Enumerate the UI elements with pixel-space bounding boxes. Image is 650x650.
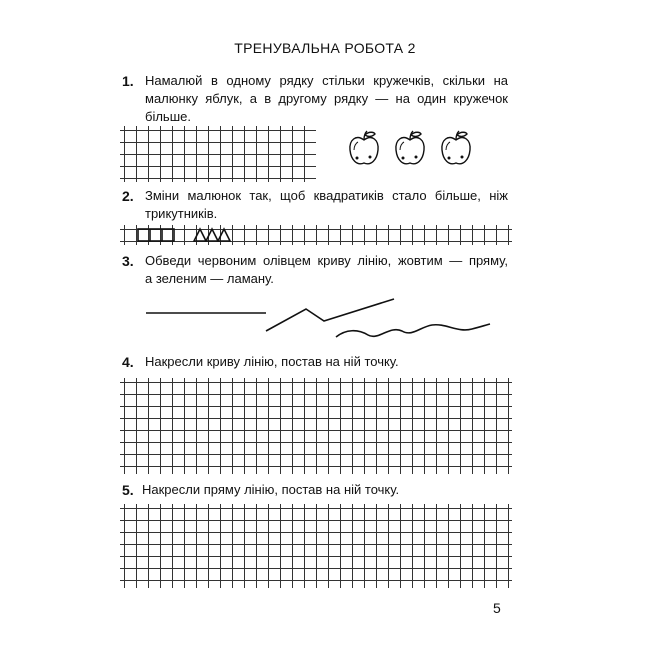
task-3-line-2: а зеленим — ламану. [145,271,274,286]
task-3-number: 3. [122,253,134,269]
task-5-grid[interactable] [120,504,512,588]
lines-picture [140,295,500,345]
task-1-line-1: Намалюй в одному рядку стільки кружечків, скільки на [145,73,508,88]
task-2-number: 2. [122,188,134,204]
task-1 [122,72,508,126]
task-4 [122,353,508,371]
task-5-line-1: Накресли пряму лінію, постав на ній точку. [142,482,400,497]
task-1-line-2: малюнку яблук, а в другому рядку — на один кружечок [145,91,508,106]
task-2-line-2: трикутників. [145,206,218,221]
task-4-grid[interactable] [120,378,512,474]
task-1-number: 1. [122,73,134,89]
apple-icon [350,131,378,164]
apple-icon [442,131,470,164]
task-2-grid[interactable] [120,225,512,245]
page-title: ТРЕНУВАЛЬНА РОБОТА 2 [234,40,416,56]
task-3-line-1: Обведи червоним олівцем криву лінію, жовтим — пряму, [145,253,508,268]
page-number: 5 [493,600,501,616]
task-2 [122,187,508,223]
squares-picture [138,229,174,241]
apple-icon [396,131,424,164]
curved-line[interactable] [336,324,490,337]
task-4-number: 4. [122,354,134,370]
apples-picture [346,128,476,170]
task-2-line-1: Зміни малюнок так, щоб квадратиків стало більше, ніж [145,188,508,203]
task-5 [122,481,508,499]
task-3 [122,252,508,288]
task-5-number: 5. [122,482,134,498]
task-1-grid[interactable] [120,126,316,182]
broken-line[interactable] [266,299,394,331]
task-4-line-1: Накресли криву лінію, постав на ній точку. [145,354,399,369]
triangles-picture [194,229,230,241]
task-1-line-3: більше. [145,109,191,124]
